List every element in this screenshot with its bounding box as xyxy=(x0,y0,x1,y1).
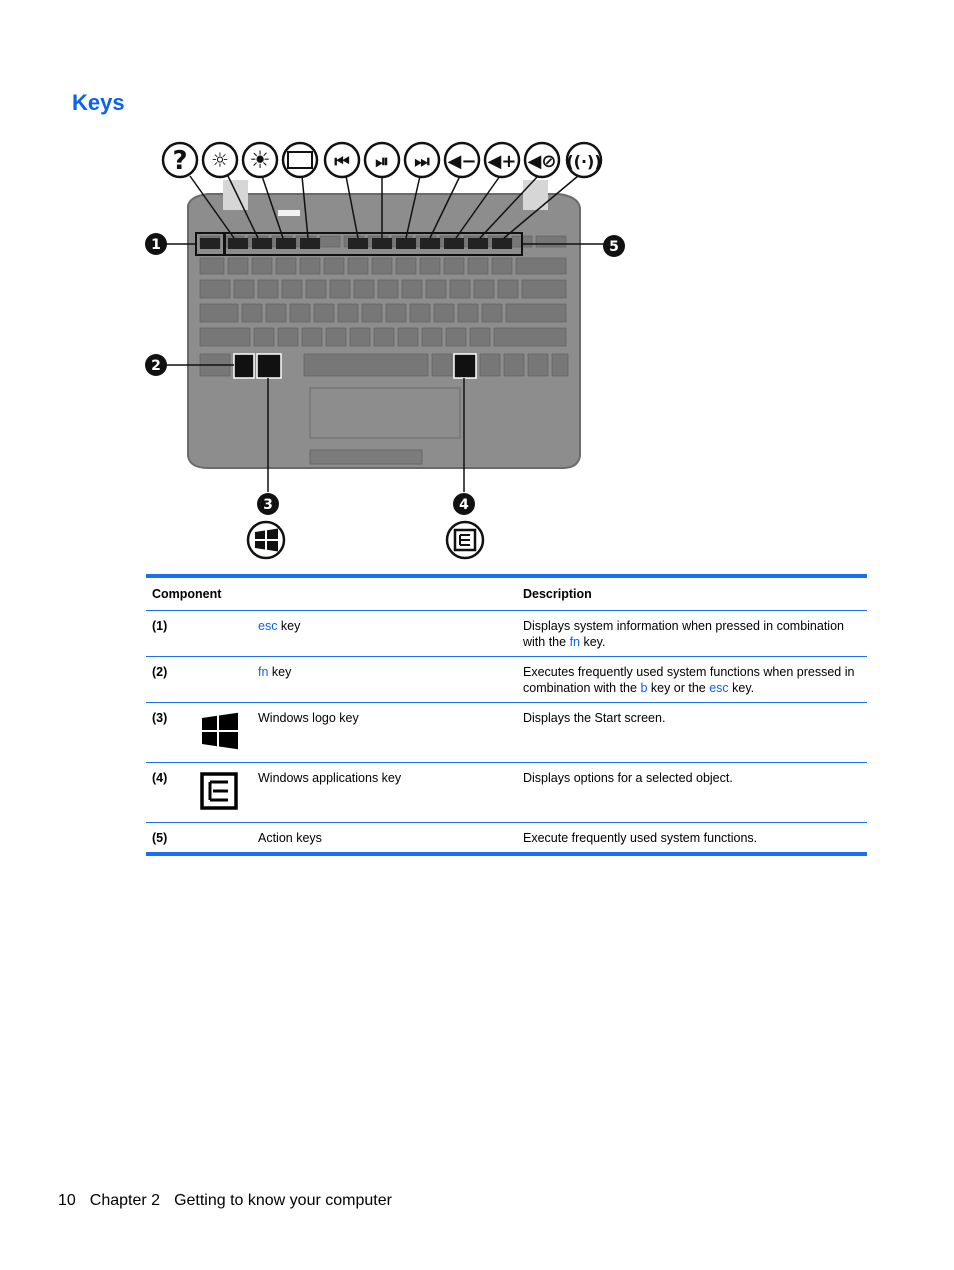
table-row xyxy=(146,823,867,855)
table-row xyxy=(146,763,867,823)
description-text: key. xyxy=(580,635,606,649)
next-track-icon: ⏭ xyxy=(414,152,430,172)
description-text: key or the xyxy=(647,681,710,695)
callout-4-label: 4 xyxy=(459,497,469,513)
row-number: (2) xyxy=(146,657,194,703)
fn-link[interactable]: fn xyxy=(258,665,269,679)
table-row xyxy=(146,703,867,763)
windows-applications-large-icon xyxy=(447,522,483,558)
help-icon: ? xyxy=(172,146,188,176)
volume-up-icon: ◀+ xyxy=(487,151,517,172)
windows-logo-large-icon xyxy=(248,522,284,558)
component-name xyxy=(252,611,517,657)
component-description xyxy=(517,611,867,657)
previous-track-icon: ⏮ xyxy=(334,152,350,172)
component-description: Execute frequently used system functions. xyxy=(517,823,867,855)
component-description xyxy=(517,657,867,703)
page-number: 10 xyxy=(58,1192,76,1209)
row-number: (1) xyxy=(146,611,194,657)
row-number: (5) xyxy=(146,823,194,855)
component-name-text: key xyxy=(277,619,301,633)
component-description: Displays options for a selected object. xyxy=(517,763,867,823)
chapter-label: Chapter 2 xyxy=(89,1192,161,1209)
callout-1-label: 1 xyxy=(151,237,161,253)
mute-icon: ◀⊘ xyxy=(527,151,557,172)
esc-link[interactable]: esc xyxy=(258,619,278,633)
row-number: (3) xyxy=(146,703,194,763)
component-name: Action keys xyxy=(252,823,517,855)
callout-5-label: 5 xyxy=(609,239,619,255)
callout-3-label: 3 xyxy=(263,497,273,513)
description-text: Displays system information when pressed in combination with the xyxy=(523,619,844,649)
b-link[interactable]: b xyxy=(640,681,648,695)
esc-link[interactable]: esc xyxy=(709,681,729,695)
description-text: Executes frequently used system functions when pressed in combination with the xyxy=(523,665,855,695)
page-footer xyxy=(58,1192,392,1210)
component-name: Windows applications key xyxy=(252,763,517,823)
row-icon-empty xyxy=(194,823,252,855)
header-component: Component xyxy=(146,576,517,611)
fn-link[interactable]: fn xyxy=(569,635,580,649)
play-pause-icon: ⏯ xyxy=(375,152,389,172)
row-number: (4) xyxy=(146,763,194,823)
component-description: Displays the Start screen. xyxy=(517,703,867,763)
row-icon-empty xyxy=(194,657,252,703)
table-row xyxy=(146,611,867,657)
components-table xyxy=(146,574,867,856)
windows-logo-icon xyxy=(194,703,252,763)
wireless-icon: ((·)) xyxy=(566,152,602,171)
volume-down-icon: ◀− xyxy=(447,151,477,172)
page-title: Keys xyxy=(72,90,125,115)
windows-applications-icon xyxy=(194,763,252,823)
component-name-text: key xyxy=(268,665,292,679)
header-description: Description xyxy=(517,576,867,611)
callout-2-label: 2 xyxy=(151,358,161,374)
component-name: Windows logo key xyxy=(252,703,517,763)
table-row xyxy=(146,657,867,703)
description-text: key. xyxy=(728,681,755,695)
brightness-down-icon: ☼ xyxy=(211,148,229,172)
component-name xyxy=(252,657,517,703)
chapter-title: Getting to know your computer xyxy=(174,1192,392,1209)
brightness-up-icon: ☀ xyxy=(249,146,271,174)
row-icon-empty xyxy=(194,611,252,657)
keyboard-figure xyxy=(138,136,638,568)
